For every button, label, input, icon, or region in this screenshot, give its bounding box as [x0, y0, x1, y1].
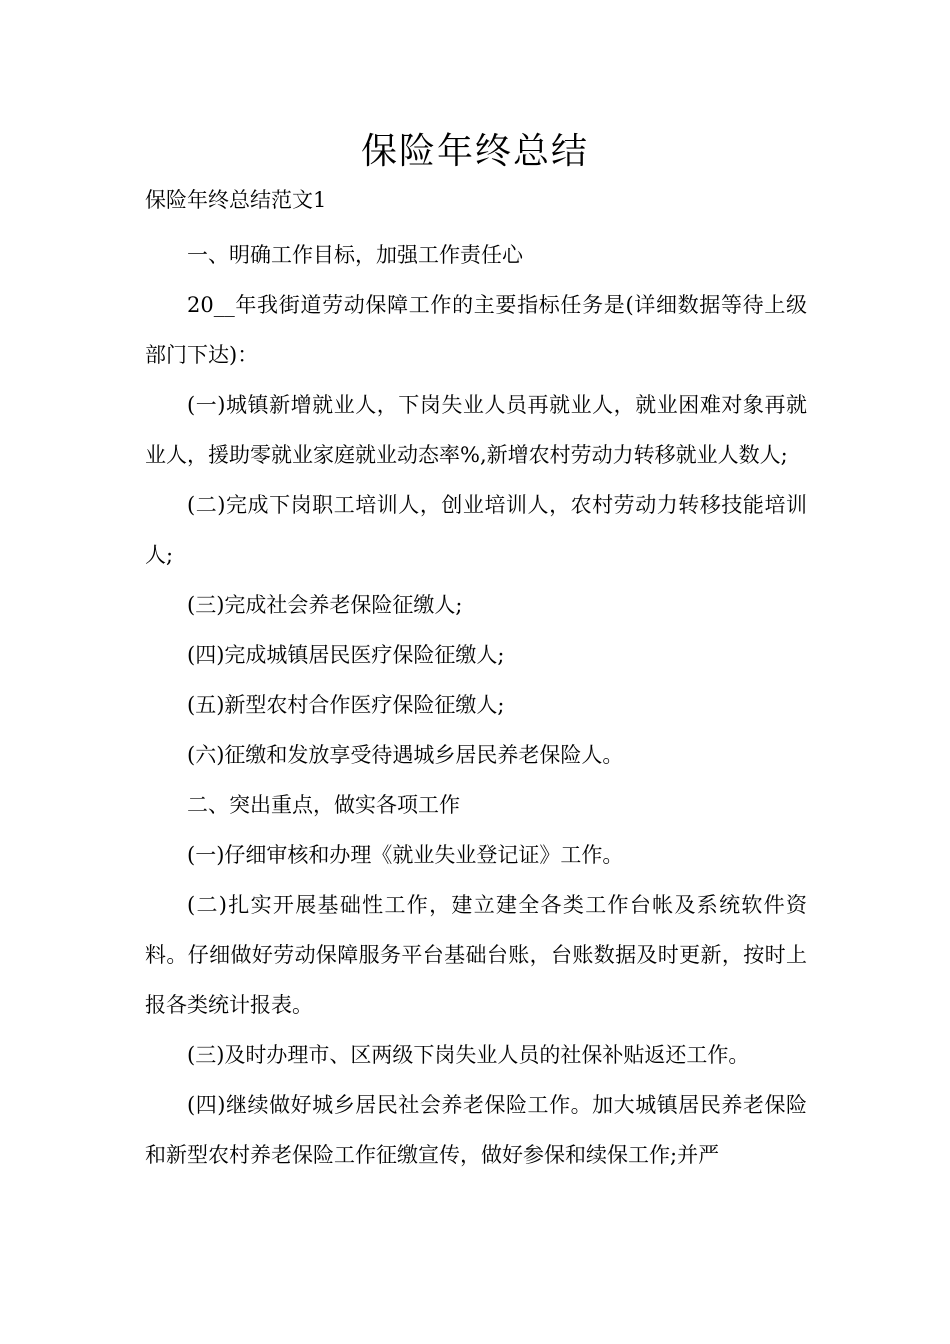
paragraph: 二、突出重点，做实各项工作: [187, 793, 460, 817]
paragraph: (四)完成城镇居民医疗保险征缴人;: [187, 643, 505, 667]
paragraph: (一)仔细审核和办理《就业失业登记证》工作。: [187, 843, 624, 867]
paragraph: (四)继续做好城乡居民社会养老保险工作。加大城镇居民养老保险和新型农村养老保险工作征缴宣传，做好参保和续保工作;并严: [145, 1093, 807, 1167]
paragraph: (五)新型农村合作医疗保险征缴人;: [187, 693, 505, 717]
paragraph: (六)征缴和发放享受待遇城乡居民养老保险人。: [187, 743, 624, 767]
document-title: 保险年终总结: [360, 131, 589, 172]
paragraph: 一、明确工作目标，加强工作责任心: [187, 243, 523, 267]
paragraph: (二)完成下岗职工培训人，创业培训人，农村劳动力转移技能培训人;: [145, 493, 807, 567]
paragraph: (三)完成社会养老保险征缴人;: [187, 593, 463, 617]
document-body: [145, 230, 807, 1180]
paragraph: (一)城镇新增就业人，下岗失业人员再就业人，就业困难对象再就业人，援助零就业家庭就业动态率%,新增农村劳动力转移就业人数人;: [145, 393, 807, 467]
document-subtitle: 保险年终总结范文1: [145, 188, 327, 212]
paragraph: (二)扎实开展基础性工作，建立建全各类工作台帐及系统软件资料。仔细做好劳动保障服务平台基础台账，台账数据及时更新，按时上报各类统计报表。: [145, 893, 807, 1017]
paragraph: 20__年我街道劳动保障工作的主要指标任务是(详细数据等待上级部门下达)：: [145, 293, 807, 367]
paragraph: (三)及时办理市、区两级下岗失业人员的社保补贴返还工作。: [187, 1043, 750, 1067]
